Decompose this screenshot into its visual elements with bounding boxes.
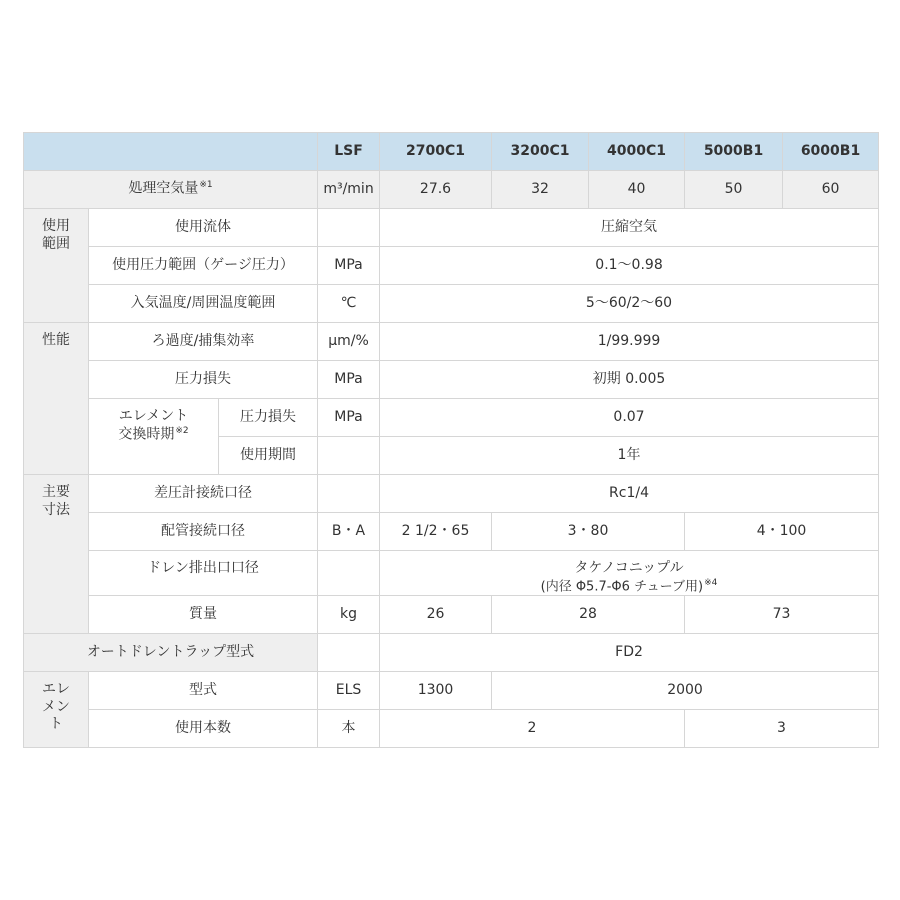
element-count-label: 使用本数 <box>89 710 318 748</box>
pressure-range-unit: MPa <box>318 247 380 285</box>
header-row <box>24 133 879 171</box>
header-series: LSF <box>318 133 380 171</box>
element-pressure-loss-unit: MPa <box>318 399 380 437</box>
element-count-unit: 本 <box>318 710 380 748</box>
mass-value-1: 26 <box>380 596 492 634</box>
table-row-filtration <box>24 323 879 361</box>
mass-unit: kg <box>318 596 380 634</box>
drain-port-value <box>380 551 879 596</box>
header-blank-cell <box>24 133 318 171</box>
mass-label: 質量 <box>89 596 318 634</box>
header-model-6000b1: 6000B1 <box>783 133 879 171</box>
temp-range-unit: ℃ <box>318 285 380 323</box>
dimensions-category-text: 主要寸法 <box>42 484 70 518</box>
element-replace-label <box>89 399 219 475</box>
drain-port-value-line2: (内径 Φ5.7-Φ6 チューブ用) <box>540 578 704 594</box>
auto-drain-label: オートドレントラップ型式 <box>24 634 318 672</box>
air-volume-value-3: 40 <box>589 171 685 209</box>
element-replace-label-line1: エレメント <box>118 408 189 424</box>
pressure-loss-value: 初期 0.005 <box>380 361 879 399</box>
element-replace-note: ※2 <box>175 425 189 436</box>
table-row-mass <box>24 596 879 634</box>
pipe-port-value-1: 2 1/2・65 <box>380 513 492 551</box>
pressure-range-value: 0.1～0.98 <box>380 247 879 285</box>
fluid-value: 圧縮空気 <box>380 209 879 247</box>
element-model-label: 型式 <box>89 672 318 710</box>
element-pressure-loss-value: 0.07 <box>380 399 879 437</box>
gauge-port-label: 差圧計接続口径 <box>89 475 318 513</box>
table-row-air-volume <box>24 171 879 209</box>
pressure-loss-unit: MPa <box>318 361 380 399</box>
pressure-range-label: 使用圧力範囲（ゲージ圧力） <box>89 247 318 285</box>
auto-drain-value: FD2 <box>380 634 879 672</box>
air-volume-value-1: 27.6 <box>380 171 492 209</box>
filtration-value: 1/99.999 <box>380 323 879 361</box>
temp-range-value: 5～60/2～60 <box>380 285 879 323</box>
air-volume-unit: m³/min <box>318 171 380 209</box>
table-row-auto-drain <box>24 634 879 672</box>
element-model-unit: ELS <box>318 672 380 710</box>
usage-category-text: 使用範囲 <box>42 218 70 252</box>
element-replace-label-line2-wrap <box>89 426 218 444</box>
element-count-value-1: 2 <box>380 710 685 748</box>
dimensions-category <box>24 475 89 634</box>
usage-category <box>24 209 89 323</box>
element-replace-label-line2: 交換時期 <box>118 426 175 443</box>
header-model-5000b1: 5000B1 <box>685 133 783 171</box>
gauge-port-value: Rc1/4 <box>380 475 879 513</box>
air-volume-value-4: 50 <box>685 171 783 209</box>
filtration-label: ろ過度/捕集効率 <box>89 323 318 361</box>
air-volume-note: ※1 <box>199 180 213 191</box>
table-row-pressure-range <box>24 247 879 285</box>
fluid-label: 使用流体 <box>89 209 318 247</box>
spec-table <box>23 132 879 748</box>
header-model-3200c1: 3200C1 <box>492 133 589 171</box>
gauge-port-unit <box>318 475 380 513</box>
element-period-label: 使用期間 <box>219 437 318 475</box>
table-row-drain-port <box>24 551 879 596</box>
air-volume-value-5: 60 <box>783 171 879 209</box>
element-model-value-1: 1300 <box>380 672 492 710</box>
pipe-port-label: 配管接続口径 <box>89 513 318 551</box>
mass-value-2: 28 <box>492 596 685 634</box>
table-row-fluid <box>24 209 879 247</box>
table-row-element-model <box>24 672 879 710</box>
mass-value-3: 73 <box>685 596 879 634</box>
pressure-loss-label: 圧力損失 <box>89 361 318 399</box>
table-row-element-count <box>24 710 879 748</box>
header-model-4000c1: 4000C1 <box>589 133 685 171</box>
table-row-pressure-loss <box>24 361 879 399</box>
air-volume-label-cell <box>24 171 318 209</box>
drain-port-label: ドレン排出口口径 <box>89 551 318 596</box>
pipe-port-unit: B・A <box>318 513 380 551</box>
fluid-unit <box>318 209 380 247</box>
element-count-value-2: 3 <box>685 710 879 748</box>
performance-category: 性能 <box>24 323 89 475</box>
auto-drain-unit <box>318 634 380 672</box>
table-row-pipe-port <box>24 513 879 551</box>
air-volume-value-2: 32 <box>492 171 589 209</box>
drain-port-note: ※4 <box>704 577 718 588</box>
element-category-text: エレメント <box>42 681 70 733</box>
table-row-gauge-port <box>24 475 879 513</box>
drain-port-value-line2-wrap <box>380 578 878 596</box>
pipe-port-value-2: 3・80 <box>492 513 685 551</box>
drain-port-value-line1: タケノコニップル <box>574 560 684 576</box>
pipe-port-value-3: 4・100 <box>685 513 879 551</box>
element-pressure-loss-label: 圧力損失 <box>219 399 318 437</box>
element-period-value: 1年 <box>380 437 879 475</box>
temp-range-label: 入気温度/周囲温度範囲 <box>89 285 318 323</box>
header-model-2700c1: 2700C1 <box>380 133 492 171</box>
drain-port-unit <box>318 551 380 596</box>
element-model-value-2: 2000 <box>492 672 879 710</box>
element-period-unit <box>318 437 380 475</box>
filtration-unit: μm/% <box>318 323 380 361</box>
element-category <box>24 672 89 748</box>
table-row-temp-range <box>24 285 879 323</box>
air-volume-label: 処理空気量 <box>128 181 199 198</box>
table-row-element-pressure-loss <box>24 399 879 437</box>
